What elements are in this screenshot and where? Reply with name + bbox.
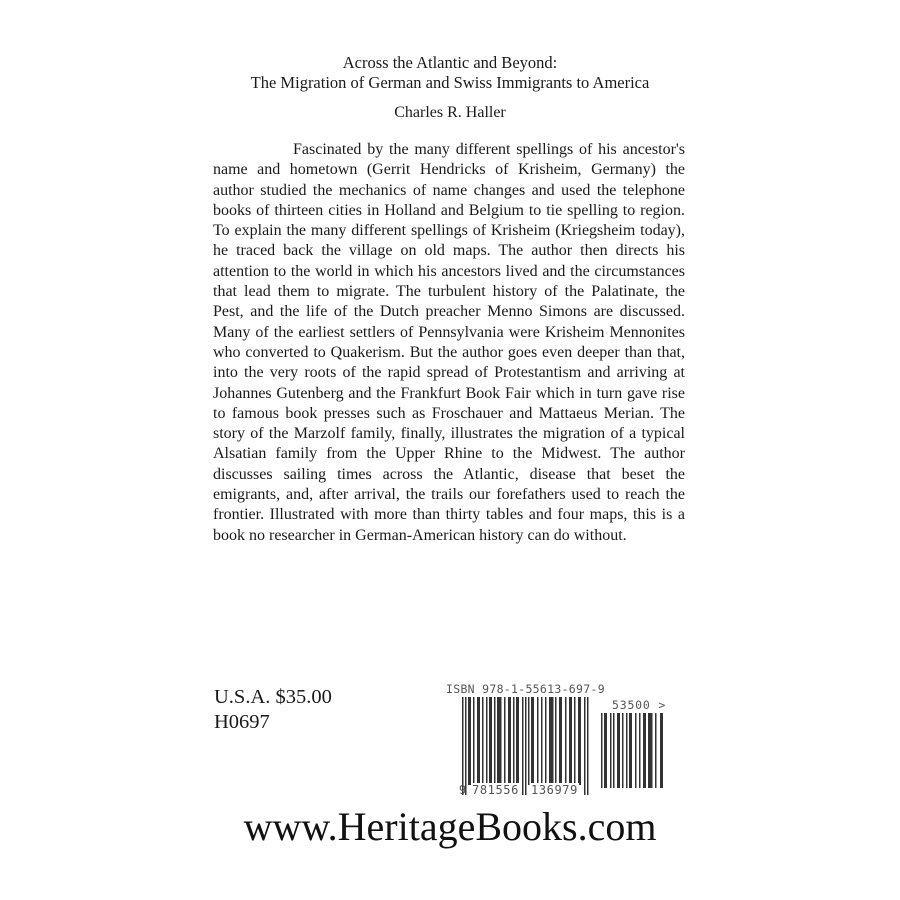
item-code: H0697	[214, 711, 270, 733]
price-label: U.S.A. $35.00	[214, 686, 332, 708]
book-description: Fascinated by the many different spellings of his ancestor's name and hometown (Gerrit Hendricks of Krisheim, Germany) the author studied the mechanics of name changes and used the telephone books of thirteen cities in Holland and Belgium to tie spelling to region. To explain the many different spellings of Krisheim (Kriegsheim today), he traced back the village on old maps. The author then directs his attention to the world in which his ancestors lived and the circumstances that lead them to migrate. The turbulent history of the Palatinate, the Pest, and the life of the Dutch preacher Menno Simons are discussed. Many of the earliest settlers of Pennsylvania were Krisheim Mennonites who converted to Quakerism. But the author goes even deeper than that, into the very roots of the rapid spread of Protestantism and arriving at Johannes Gutenberg and the Frankfurt Book Fair which in turn gave rise to famous book presses such as Froschauer and Mattaeus Merian. The story of the Marzolf family, finally, illustrates the migration of a typical Alsatian family from the Upper Rhine to the Midwest. The author discusses sailing times across the Atlantic, disease that beset the emigrants, and, after arrival, the trails our forefathers used to reach the frontier. Illustrated with more than thirty tables and four maps, this is a book no researcher in German-American history can do without.	[213, 141, 685, 544]
author-name: Charles R. Haller	[394, 104, 506, 121]
book-title-line1: Across the Atlantic and Beyond:	[342, 53, 558, 72]
publisher-website: www.HeritageBooks.com	[243, 804, 657, 849]
barcode-addon-digits: 53500 >	[612, 698, 667, 712]
isbn-barcode	[460, 697, 592, 795]
price-addon-barcode	[600, 713, 666, 788]
book-title-line2: The Migration of German and Swiss Immigrants to America	[250, 73, 650, 92]
isbn-label: ISBN 978-1-55613-697-9	[446, 682, 605, 696]
barcode-lead-digit: 9	[459, 783, 467, 797]
barcode-digits-right: 136979	[531, 783, 578, 797]
barcode-digits-left: 781556	[472, 783, 519, 797]
